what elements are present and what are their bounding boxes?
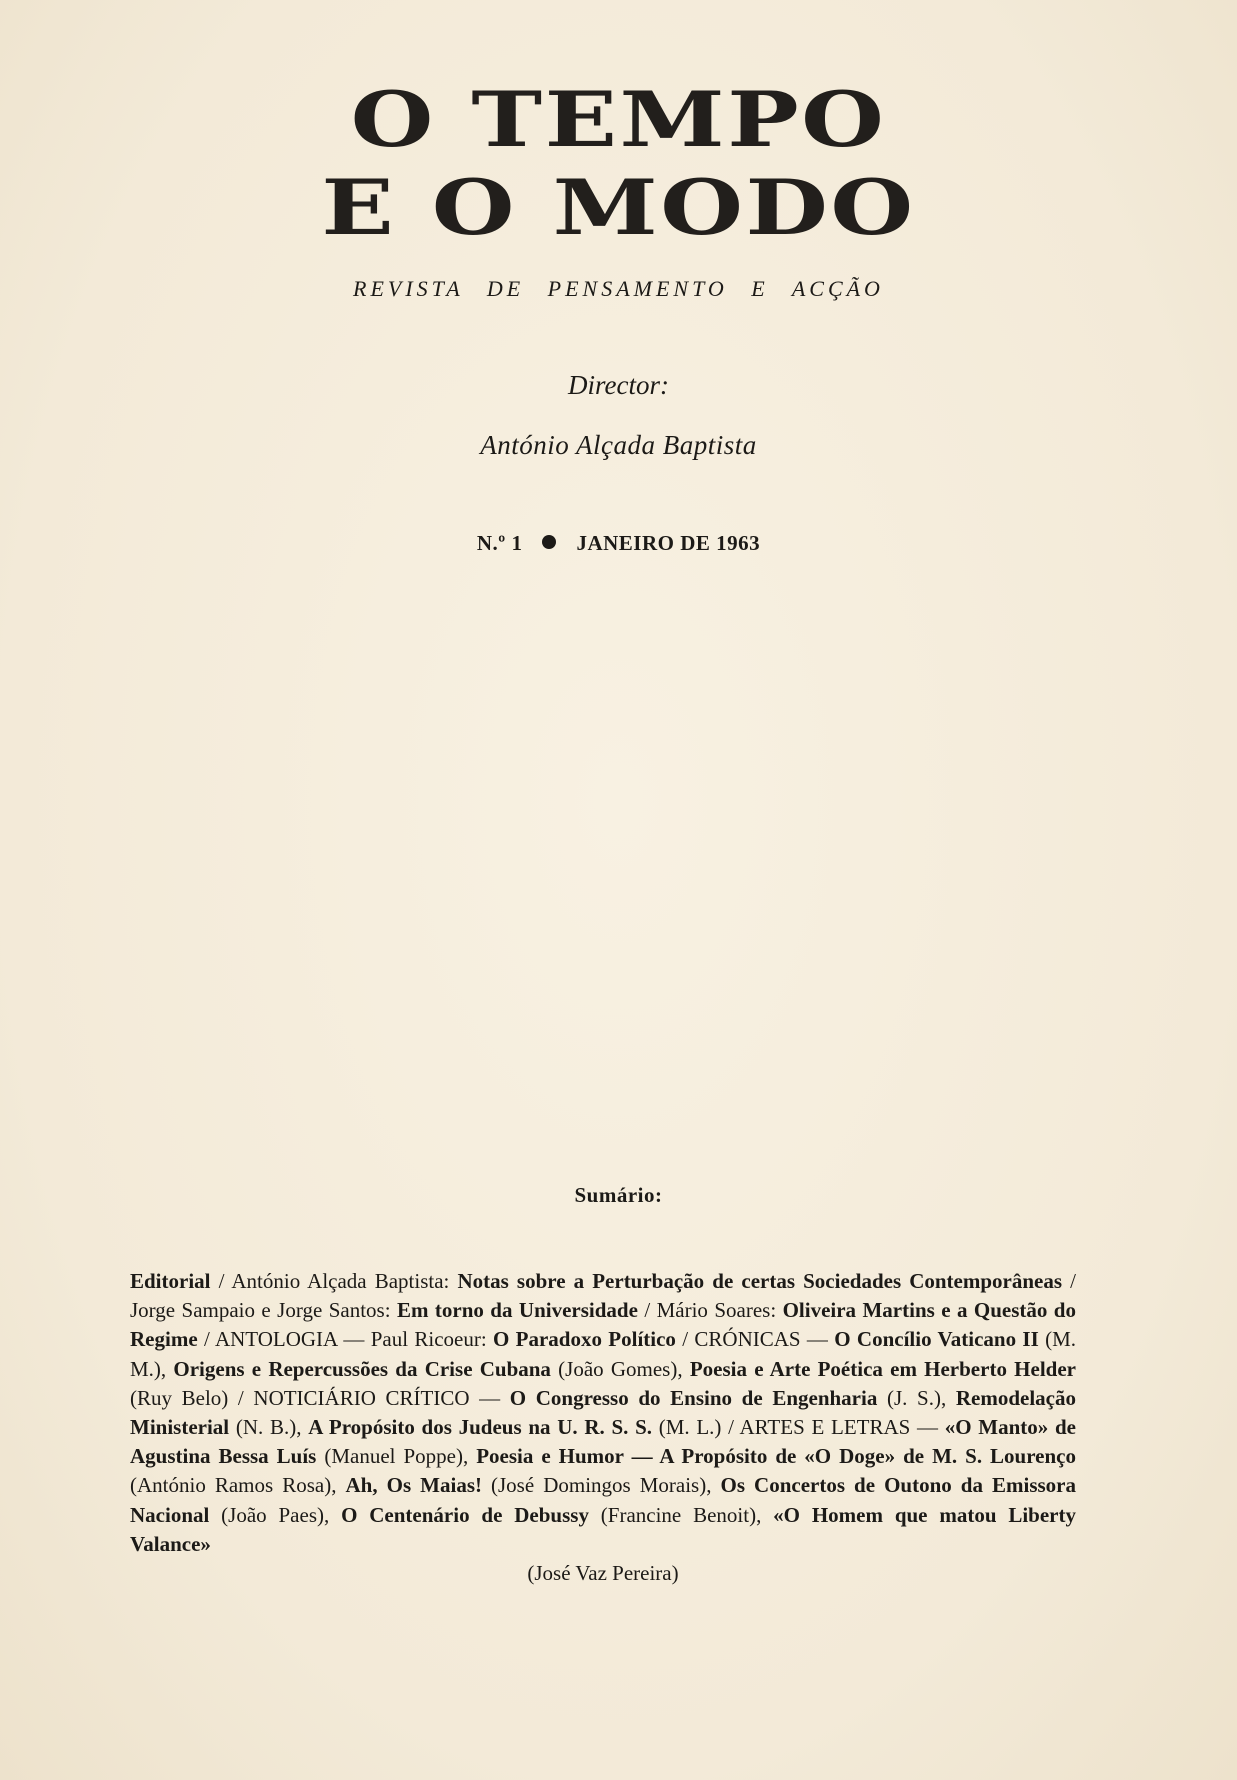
director-name: António Alçada Baptista bbox=[480, 430, 757, 460]
summary-author-text: (José Domingos Morais), bbox=[481, 1473, 721, 1498]
summary-article-title: O Paradoxo Político bbox=[492, 1327, 676, 1352]
summary-article-title: O Concílio Vaticano II bbox=[834, 1327, 1039, 1352]
summary-article-title: «O Manto» de Agustina Bessa Luís bbox=[130, 1415, 1076, 1469]
summary-article-title: Os Concertos de Outono da Emissora Nacional bbox=[130, 1473, 1076, 1527]
magazine-subtitle: REVISTA DE PENSAMENTO E ACÇÃO bbox=[353, 276, 884, 301]
summary-author-text: (J. S.), bbox=[877, 1385, 956, 1410]
summary-author-text: (Francine Benoit), bbox=[588, 1502, 774, 1527]
summary-article-title: Oliveira Martins e a Questão do Regime bbox=[130, 1298, 1076, 1352]
summary-article-title: Notas sobre a Perturbação de certas Sociedades Contemporâneas bbox=[457, 1269, 1063, 1293]
summary-author-text: (João Gomes), bbox=[550, 1356, 690, 1381]
summary-author-text: (M. L.) / ARTES E LETRAS — bbox=[652, 1415, 945, 1440]
issue-date: JANEIRO DE 1963 bbox=[576, 531, 761, 555]
bullet-icon bbox=[542, 535, 556, 549]
summary-author-text: (António Ramos Rosa), bbox=[130, 1473, 346, 1498]
summary-author-text: (Ruy Belo) / NOTICIÁRIO CRÍTICO — bbox=[130, 1385, 510, 1410]
summary-article-title: Em torno da Universidade bbox=[396, 1298, 638, 1323]
summary-author-text: / Mário Soares: bbox=[637, 1298, 783, 1323]
summary-article-title: Remodelação Ministerial bbox=[130, 1385, 1076, 1440]
summary-title: Sumário: bbox=[574, 1183, 663, 1207]
summary-author-text: (Manuel Poppe), bbox=[316, 1444, 477, 1469]
summary-article-title: Origens e Repercussões da Crise Cubana bbox=[173, 1356, 551, 1381]
summary-article-title: Poesia e Humor — A Propósito de «O Doge» de M. S. Lourenço bbox=[476, 1444, 1076, 1469]
summary-body bbox=[130, 1269, 1076, 1556]
summary-article-title: O Centenário de Debussy bbox=[341, 1502, 589, 1527]
summary-article-title: «O Homem que matou Liberty Valance» bbox=[130, 1502, 1076, 1556]
summary-author-text: / António Alçada Baptista: bbox=[210, 1269, 458, 1293]
summary-author-text: (N. B.), bbox=[229, 1415, 309, 1440]
issue-number: N.º 1 bbox=[476, 531, 523, 555]
summary-last-line: (José Vaz Pereira) bbox=[527, 1561, 679, 1586]
summary-article-title: O Congresso do Ensino de Engenharia bbox=[509, 1385, 878, 1410]
summary-article-title: A Propósito dos Judeus na U. R. S. S. bbox=[308, 1415, 653, 1440]
summary-author-text: / ANTOLOGIA — Paul Ricoeur: bbox=[197, 1327, 493, 1352]
summary-author-text: / Jorge Sampaio e Jorge Santos: bbox=[130, 1269, 1076, 1323]
summary-article-title: Ah, Os Maias! bbox=[345, 1473, 482, 1498]
summary-author-text: (João Paes), bbox=[209, 1502, 342, 1527]
summary-author-text: (M. M.), bbox=[130, 1327, 1076, 1381]
summary-article-title: Editorial bbox=[130, 1269, 211, 1293]
masthead-line-2: E O MODO bbox=[321, 163, 916, 252]
issue-line bbox=[0, 531, 1237, 556]
summary-author-text: / CRÓNICAS — bbox=[675, 1327, 835, 1352]
summary-text bbox=[130, 1267, 1076, 1588]
masthead-line-1: O TEMPO bbox=[350, 75, 887, 164]
director-label: Director: bbox=[568, 370, 669, 400]
summary-article-title: Poesia e Arte Poética em Herberto Helder bbox=[689, 1356, 1076, 1381]
